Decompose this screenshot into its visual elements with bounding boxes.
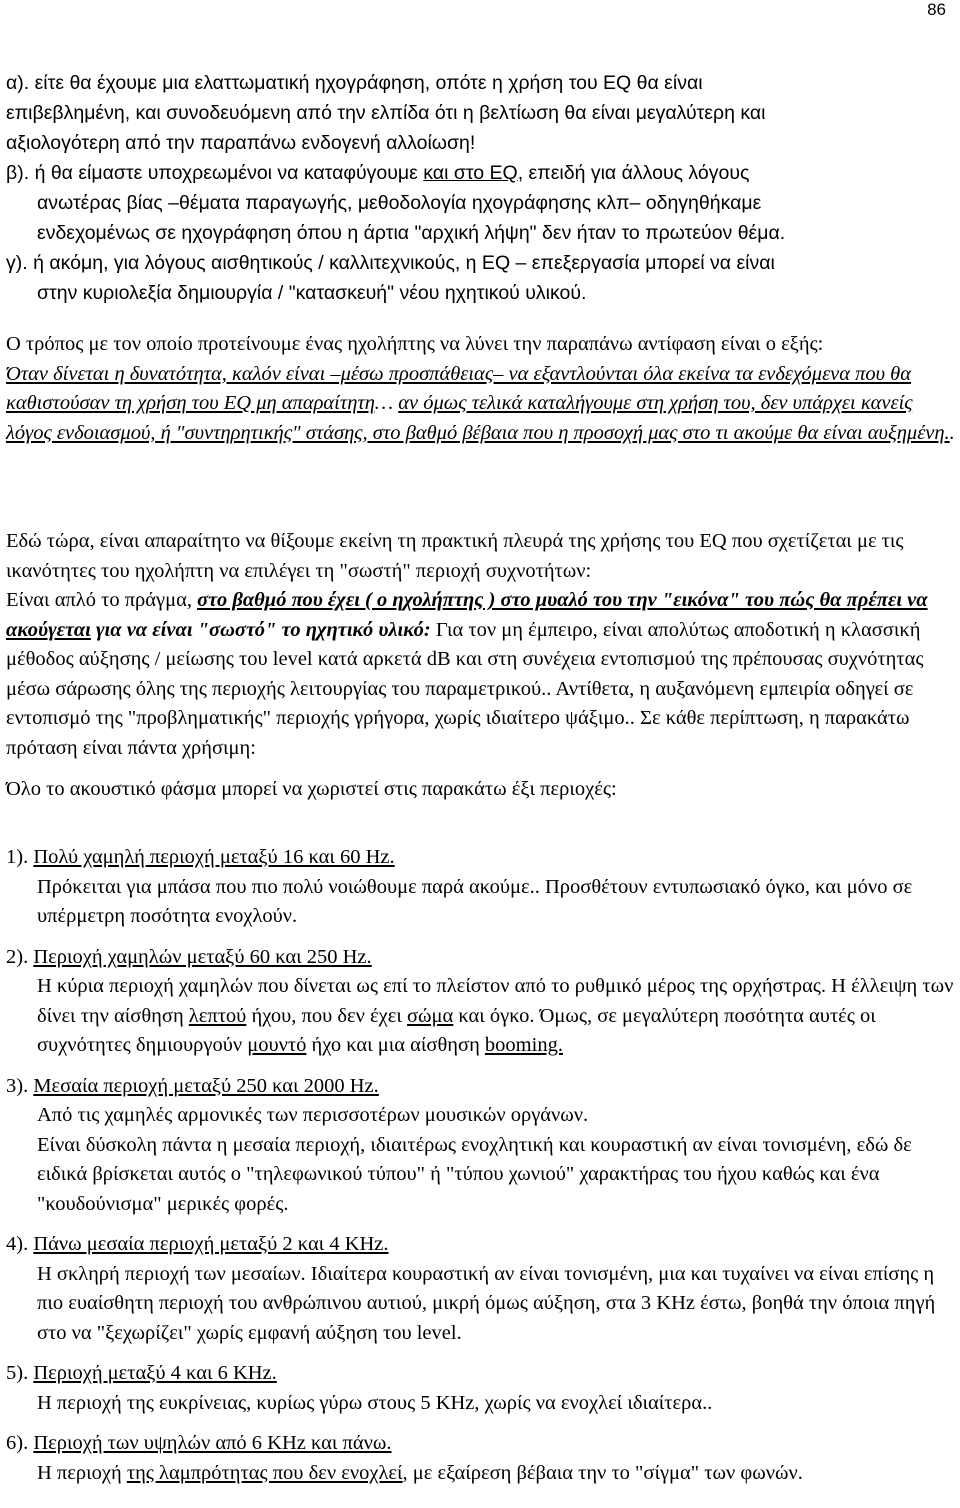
underlined-text: και στο EQ xyxy=(423,162,518,184)
item-marker: γ). xyxy=(6,252,28,274)
underlined-text: booming. xyxy=(484,1034,563,1056)
intro-item-c-line2: στην κυριολεξία δημιουργία / "κατασκευή" νέου ηχητικού υλικού. xyxy=(37,282,587,304)
practical-p1: Εδώ τώρα, είναι απαραίτητο να θίξουμε εκείνη τη πρακτική πλευρά της χρήσης του EQ που σχετίζεται με τις ικανότητες του ηχολήπτη να επιλέγει τη "σωστή" περιοχή συχνοτήτων: xyxy=(6,530,904,582)
intro-item-b-line3: ενδεχομένως σε ηχογράφηση όπου η άρτια "αρχική λήψη" δεν ήταν το πρωτεύον θέμα. xyxy=(37,222,786,244)
intro-list xyxy=(6,68,958,308)
range-title-text: Περιοχή χαμηλών μεταξύ 60 και 250 Hz. xyxy=(33,945,372,968)
range-number: 1). xyxy=(6,846,34,868)
range-title-text: Πολύ χαμηλή περιοχή μεταξύ 16 και 60 Hz. xyxy=(33,846,395,868)
range-body: Πρόκειται για μπάσα που πιο πολύ νοιώθουμε παρά ακούμε.. Προσθέτουν εντυπωσιακό όγκο, και μόνο σε υπέρμετρη ποσότητα ενοχλούν. xyxy=(37,875,913,927)
italic-underlined-text: αν όμως τελικά καταλήγουμε στη χρήση του, δεν υπάρχει κανείς λόγος ενδοιασμού, ή "συντηρητικής" στάσης, στο βαθμό βέβαια που η προσοχή μας στο τι ακούμε θα είναι αυξημένη. xyxy=(6,392,950,444)
intro-item-a-line2: επιβεβλημένη, και συνοδευόμενη από την ελπίδα ότι η βελτίωση θα είναι μεγαλύτερη και xyxy=(6,102,766,124)
range-number: 3). xyxy=(6,1074,34,1097)
body-text: , με εξαίρεση βέβαια την το "σίγμα" των φωνών. xyxy=(402,1461,803,1484)
range-item xyxy=(6,1230,956,1348)
range-number: 6). xyxy=(6,1432,34,1454)
range-body: Η περιοχή της ευκρίνειας, κυρίως γύρω στους 5 KHz, χωρίς να ενοχλεί ιδιαίτερα.. xyxy=(37,1391,713,1414)
item-marker: α). xyxy=(6,72,30,94)
body-text: Είναι απλό το πράγμα, xyxy=(6,589,198,611)
intro-item-a xyxy=(6,68,958,98)
practical-section xyxy=(6,527,956,805)
item-text: είτε θα έχουμε μια ελαττωματική ηχογράφηση, οπότε η χρήση του EQ θα είναι xyxy=(34,72,703,94)
practical-p3: Όλο το ακουστικό φάσμα μπορεί να χωριστεί στις παρακάτω έξι περιοχές: xyxy=(6,778,617,800)
underlined-text: της λαμπρότητας που δεν ενοχλεί xyxy=(126,1461,403,1484)
range-item xyxy=(6,843,956,932)
range-title-text: Πάνω μεσαία περιοχή μεταξύ 2 και 4 KHz. xyxy=(33,1233,389,1255)
range-item xyxy=(6,943,956,1061)
body-text: Για τον μη έμπειρο, είναι απολύτως αποδοτική η κλασσική μέθοδος αύξησης / μείωσης του level κατά αρκετά dB και στη συνέχεια εντοπισμού της πρέπουσας συχνότητας μέσω σάρωσης όλης της περιοχής λειτουργίας του παραμετρικού.. Αντίθετα, η αυξανόμενη εμπειρία οδηγεί σε εντοπισμό της "προβληματικής" περιοχής γρήγορα, χωρίς ιδιαίτερο ψάξιμο.. Σε κάθε περίπτωση, η παρακάτω πρόταση είναι πάντα χρήσιμη: xyxy=(6,618,924,759)
range-title-text: Μεσαία περιοχή μεταξύ 250 και 2000 Hz. xyxy=(33,1074,379,1097)
underlined-text: λεπτού xyxy=(188,1004,247,1027)
item-text: ή θα είμαστε υποχρεωμένοι να καταφύγουμε xyxy=(34,162,424,184)
range-title xyxy=(6,1230,956,1260)
range-item xyxy=(6,1072,956,1220)
body-text: ήχου, που δεν έχει xyxy=(246,1004,407,1027)
bold-italic-underlined-text: πώς θα πρέπει να ακούγεται xyxy=(6,589,928,641)
intro-item-a-line3: αξιολογότερη από την παραπάνω ενδογενή αλλοίωση! xyxy=(6,132,476,154)
resolution-lead: Ο τρόπος με τον οποίο προτείνουμε ένας ηχολήπτης να λύνει την παραπάνω αντίφαση είναι ο εξής: xyxy=(6,333,824,355)
bold-italic-text: για να είναι "σωστό" το ηχητικό υλικό: xyxy=(90,618,431,641)
bold-italic-underlined-text: στο βαθμό που έχει ( ο ηχολήπτης ) στο μυαλό του την "εικόνα" του xyxy=(197,589,780,611)
italic-text: … xyxy=(374,392,399,414)
range-item xyxy=(6,1359,956,1418)
body-text: και όγκο. Όμως, σε μεγαλύτερη ποσότητα αυτές οι συχνότητες δημιουργούν xyxy=(37,1004,876,1056)
range-body: Η σκληρή περιοχή των μεσαίων. Ιδιαίτερα κουραστική αν είναι τονισμένη, μια και τυχαίνει να είναι επίσης η πιο ευαίσθητη περιοχή του ανθρώπινου αυτιού, μικρή όμως αύξηση, στα 3 KHz έστω, βοηθά την όποια πηγή στο να "ξεχωρίζει" χωρίς εμφανή αύξηση του level. xyxy=(37,1262,936,1344)
item-marker: β). xyxy=(6,162,30,184)
intro-item-b-line2: ανωτέρας βίας –θέματα παραγωγής, μεθοδολογία ηχογράφησης κλπ– οδηγηθήκαμε xyxy=(37,192,762,214)
intro-item-b xyxy=(6,158,958,188)
range-body: Είναι δύσκολη πάντα η μεσαία περιοχή, ιδιαιτέρως ενοχλητική και κουραστική αν είναι τονισμένη, εδώ δε ειδικά βρίσκεται αυτός ο "τηλεφωνικού τύπου" ή "τύπου χωνιού" χαρακτήρας του ήχου καθώς και ένα "κουδούνισμα" μερικές φορές. xyxy=(37,1133,912,1215)
range-body xyxy=(6,1459,956,1489)
item-text: , επειδή για άλλους λόγους xyxy=(517,162,750,184)
range-body: Από τις χαμηλές αρμονικές των περισσοτέρων μουσικών οργάνων. xyxy=(37,1104,589,1126)
page-number: 86 xyxy=(927,0,946,19)
practical-p2 xyxy=(6,586,956,763)
italic-underlined-text: Όταν δίνεται η δυνατότητα, καλόν είναι –μέσω προσπάθειας– να εξαντλούνται όλα εκείνα τα ενδεχόμενα που θα καθιστούσαν τη χρήση του EQ μη απαραίτητη xyxy=(6,362,912,414)
body-text: Η περιοχή xyxy=(37,1461,127,1484)
range-title xyxy=(6,1072,956,1102)
range-title-text: Περιοχή μεταξύ 4 και 6 KHz. xyxy=(33,1362,277,1384)
range-title-text: Περιοχή των υψηλών από 6 KHz και πάνω. xyxy=(33,1432,392,1454)
range-item xyxy=(6,1429,956,1488)
italic-text: . xyxy=(949,421,955,444)
body-text: Η κύρια περιοχή χαμηλών που δίνεται ως επί το πλείστον από το ρυθμικό μέρος της ορχήστρας. Η έλλειψη των δίνει την αίσθηση xyxy=(37,975,954,1027)
intro-item-c xyxy=(6,248,958,278)
range-title xyxy=(6,843,956,873)
range-body xyxy=(6,972,956,1061)
range-number: 5). xyxy=(6,1362,34,1384)
underlined-text: σώμα xyxy=(406,1004,454,1027)
range-title xyxy=(6,943,956,973)
resolution-italic xyxy=(6,360,956,449)
body-text: ήχο και μια αίσθηση xyxy=(306,1034,485,1056)
range-title xyxy=(6,1359,956,1389)
underlined-text: μουντό xyxy=(247,1034,307,1056)
item-text: ή ακόμη, για λόγους αισθητικούς / καλλιτεχνικούς, η EQ – επεξεργασία μπορεί να είναι xyxy=(33,252,775,274)
range-title xyxy=(6,1429,956,1459)
frequency-ranges xyxy=(6,843,956,1488)
range-number: 2). xyxy=(6,945,34,968)
range-number: 4). xyxy=(6,1233,34,1255)
resolution-paragraph xyxy=(6,330,956,448)
